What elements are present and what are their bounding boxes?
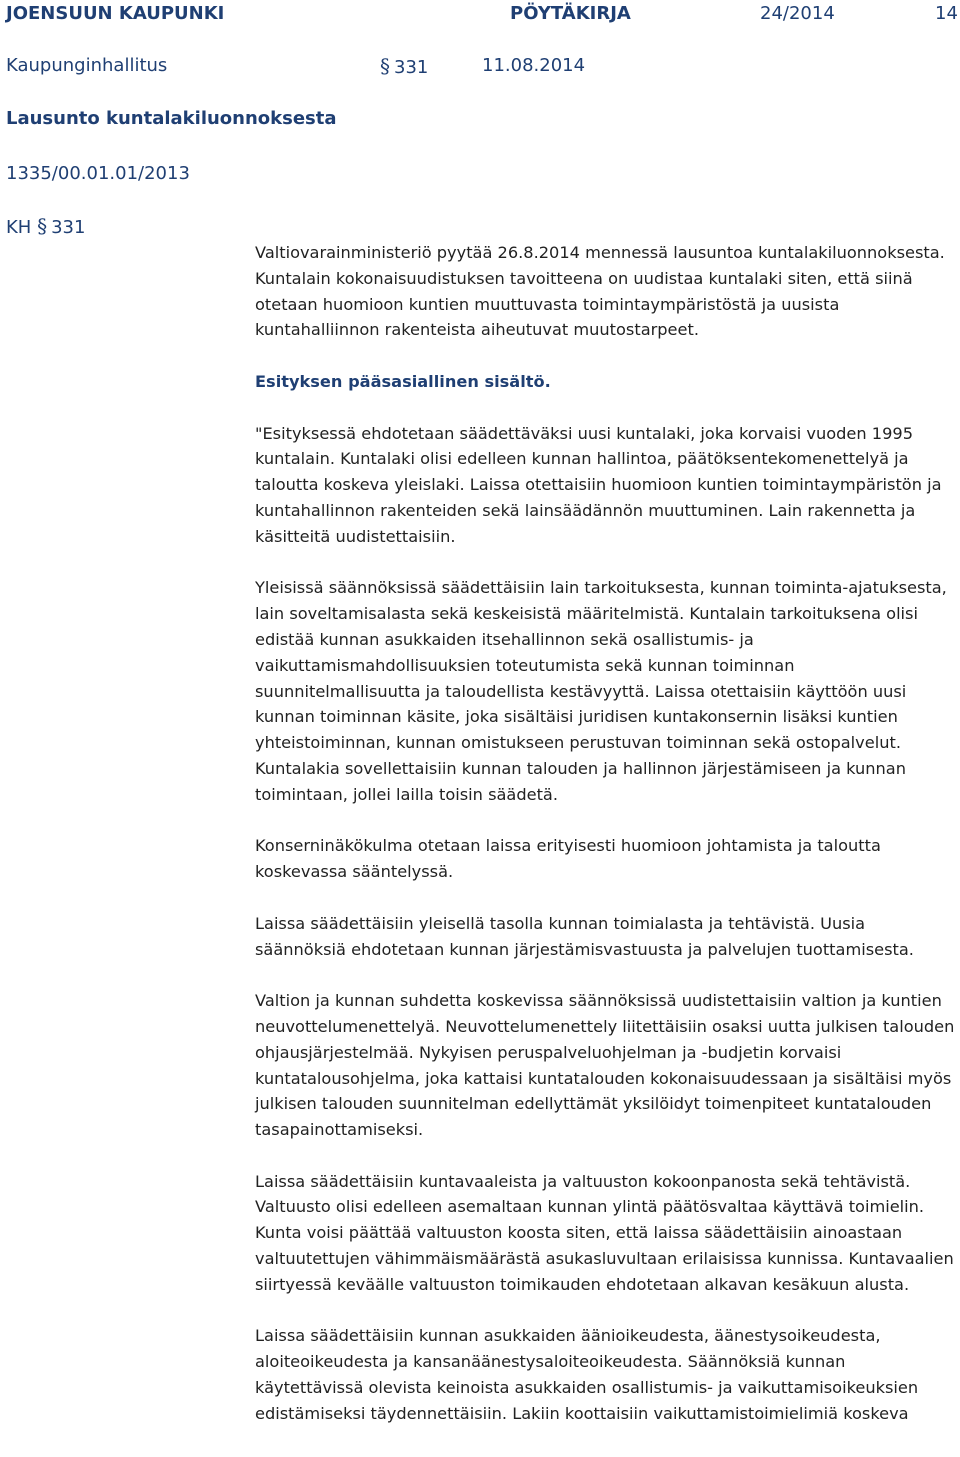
paragraph-2: Yleisissä säännöksissä säädettäisiin lain tarkoituksesta, kunnan toiminta-ajatuksesta, lain soveltamisalasta sekä keskeisistä määritelmistä. Kuntalain tarkoituksena olisi edistää kunnan asukkaiden itsehallinnon sekä osallistumis- ja vaikuttamismahdollisuuksien toteutumista sekä kunnan toiminnan suunnitelmallisuutta ja taloudellista kestävyyttä. Laissa otettaisiin käyttöön uusi kunnan toiminnan käsite, joka sisältäisi juridisen kuntakonsernin lisäksi kuntien yhteistoiminnan, kunnan omistukseen perustuvan toiminnan sekä ostopalvelut. Kuntalakia sovellettaisiin kunnan talouden ja hallinnon järjestämiseen ja kunnan toimintaan, jollei lailla toisin säädetä.	[255, 578, 947, 804]
page-number: 14	[935, 3, 958, 24]
committee-name: Kaupunginhallitus	[6, 55, 168, 76]
kh-reference	[6, 215, 85, 239]
meeting-date: 11.08.2014	[482, 55, 586, 76]
paragraph-7: Laissa säädettäisiin kunnan asukkaiden äänioikeudesta, äänestysoikeudesta, aloiteoikeudesta ja kansanäänestysaloiteoikeudesta. Säännöksiä kunnan käytettävissä olevista keinoista asukkaiden osallistumis- ja vaikuttamisoikeuksien edistämiseksi täydennettäisiin. Lakiin koottaisiin vaikuttamistoimielimiä koskeva	[255, 1326, 919, 1423]
section-reference	[380, 55, 428, 79]
item-title: Lausunto kuntalakiluonnoksesta	[6, 108, 337, 129]
section-number: 331	[394, 57, 429, 78]
section-sign-icon: §	[37, 214, 48, 238]
document-body	[255, 240, 955, 1452]
paragraph-4: Laissa säädettäisiin yleisellä tasolla kunnan toimialasta ja tehtävistä. Uusia säännöksiä ehdotetaan kunnan järjestämisvastuusta ja palvelujen tuottamisesta.	[255, 913, 914, 959]
kh-section-number: 331	[51, 217, 86, 238]
paragraph-3: Konserninäkökulma otetaan laissa erityisesti huomioon johtamista ja taloutta koskevassa sääntelyssä.	[255, 836, 881, 882]
section-sign-icon: §	[380, 54, 390, 78]
record-id: 1335/00.01.01/2013	[6, 163, 190, 184]
content-subheading: Esityksen pääsasiallinen sisältö.	[255, 371, 551, 391]
paragraph-5: Valtion ja kunnan suhdetta koskevissa säännöksissä uudistettaisiin valtion ja kuntien neuvottelumenettelyä. Neuvottelumenettely liitettäisiin osaksi uutta julkisen talouden ohjausjärjestelmää. Nykyisen peruspalveluohjelman ja -budjetin korvaisi kuntatalousohjelma, joka kattaisi kuntatalouden kokonaisuudessaan ja sisältäisi myös julkisen talouden suunnitelman edellyttämät yksilöidyt toimenpiteet kuntatalouden tasapainottamiseksi.	[255, 991, 955, 1140]
document-type: PÖYTÄKIRJA	[510, 3, 631, 24]
paragraph-6: Laissa säädettäisiin kuntavaaleista ja valtuuston kokoonpanosta sekä tehtävistä. Valtuusto olisi edelleen asemaltaan kunnan ylintä päätösvaltaa käyttävä toimielin. Kunta voisi päättää valtuuston koosta siten, että laissa säädettäisiin ainoastaan valtuutettujen vähimmäismäärästä asukasluvultaan erilaisissa kunnissa. Kuntavaalien siirtyessä keväälle valtuuston toimikauden ehdotetaan alkavan kesäkuun alusta.	[255, 1171, 954, 1294]
intro-paragraph: Valtiovarainministeriö pyytää 26.8.2014 mennessä lausuntoa kuntalakiluonnoksesta. Kuntalain kokonaisuudistuksen tavoitteena on uudistaa kuntalaki siten, että siinä otetaan huomioon kuntien muuttuvasta toimintaympäristöstä ja uusista kuntahalliinnon rakenteista aiheutuvat muutostarpeet.	[255, 243, 945, 340]
kh-label: KH	[6, 217, 32, 238]
organization-name: JOENSUUN KAUPUNKI	[6, 3, 225, 24]
paragraph-1: "Esityksessä ehdotetaan säädettäväksi uusi kuntalaki, joka korvaisi vuoden 1995 kuntalain. Kuntalaki olisi edelleen kunnan hallintoa, päätöksentekomenettelyä ja taloutta koskeva yleislaki. Laissa otettaisiin huomioon kuntien toimintaympäristön ja kuntahallinnon rakenteiden sekä lainsäädännön muuttuminen. Lain rakennetta ja käsitteitä uudistettaisiin.	[255, 423, 942, 546]
document-number: 24/2014	[760, 3, 835, 24]
